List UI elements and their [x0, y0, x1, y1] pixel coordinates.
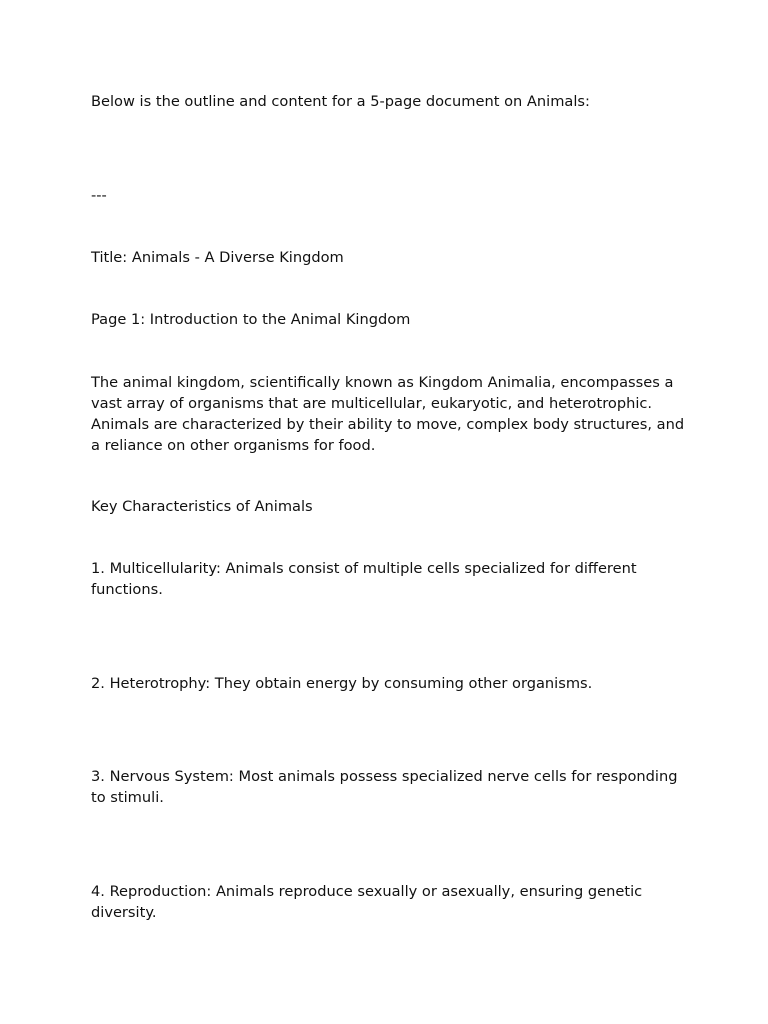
- key-characteristics-heading: Key Characteristics of Animals: [91, 498, 313, 515]
- intro-text: Below is the outline and content for a 5-page document on Animals:: [91, 93, 590, 110]
- list-item: 1. Multicellularity: Animals consist of multiple cells specialized for different functions.: [91, 560, 637, 598]
- page1-heading: Page 1: Introduction to the Animal Kingdom: [91, 311, 411, 328]
- list-item: 2. Heterotrophy: They obtain energy by consuming other organisms.: [91, 675, 593, 692]
- page1-paragraph: The animal kingdom, scientifically known as Kingdom Animalia, encompasses a vast array of organisms that are multicellular, eukaryotic, and heterotrophic. Animals are characterized by their ability to move, complex body structures, and a reliance on other organisms for food.: [91, 374, 685, 454]
- list-item: 4. Reproduction: Animals reproduce sexually or asexually, ensuring genetic diversity.: [91, 883, 643, 921]
- separator: ---: [91, 187, 107, 204]
- list-item: 3. Nervous System: Most animals possess specialized nerve cells for responding to stimuli.: [91, 768, 678, 806]
- document-title: Title: Animals - A Diverse Kingdom: [91, 249, 344, 266]
